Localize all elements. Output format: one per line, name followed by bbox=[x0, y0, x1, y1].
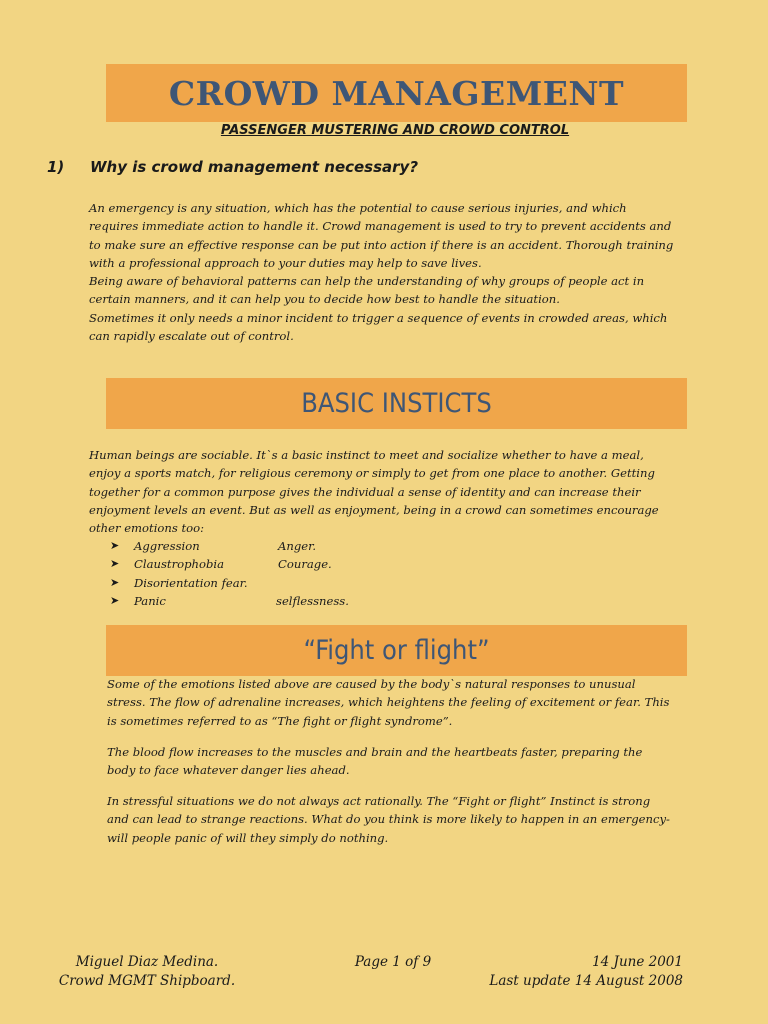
page-subtitle: PASSENGER MUSTERING AND CROWD CONTROL bbox=[220, 123, 570, 138]
text-line: The blood flow increases to the muscles and brain and the heartbeats faster, preparing the bbox=[107, 745, 643, 759]
text-line: stress. The flow of adrenaline increases, which heightens the feeling of excitement or fear. This bbox=[107, 695, 670, 710]
section-heading: “Fight or flight” bbox=[303, 635, 490, 666]
text-line: certain manners, and it can help you to decide how best to handle the situation. bbox=[89, 292, 560, 307]
arrow-bullet-icon: ➤ bbox=[110, 593, 120, 607]
page-title: CROWD MANAGEMENT bbox=[168, 73, 625, 113]
footer-date: 14 June 2001 bbox=[592, 954, 683, 970]
text-line: is sometimes referred to as “The fight or flight syndrome”. bbox=[107, 713, 453, 728]
emotion-label: selflessness. bbox=[276, 593, 349, 608]
text-line: will people panic of will they simply do nothing. bbox=[107, 830, 389, 845]
fight-paragraph-3 bbox=[107, 792, 670, 847]
question-number: 1) bbox=[47, 158, 65, 176]
arrow-bullet-icon: ➤ bbox=[110, 539, 120, 552]
text-line: An emergency is any situation, which has the potential to cause serious injuries, and which bbox=[89, 201, 627, 215]
footer-document-name: Crowd MGMT Shipboard. bbox=[58, 973, 236, 989]
emotion-label: Disorientation fear. bbox=[134, 575, 248, 590]
text-line: enjoy a sports match, for religious ceremony or simply to get from one place to another. Getting bbox=[89, 466, 655, 481]
emotion-label: Anger. bbox=[278, 539, 317, 553]
text-line: can rapidly escalate out of control. bbox=[89, 329, 294, 344]
text-line: other emotions too: bbox=[89, 521, 205, 536]
emotion-label: Aggression bbox=[134, 539, 200, 553]
text-line: and can lead to strange reactions. What do you think is more likely to happen in an emergency- bbox=[107, 812, 670, 827]
text-line: enjoyment levels an event. But as well as enjoyment, being in a crowd can sometimes encourage bbox=[89, 502, 659, 517]
fight-paragraph-1 bbox=[107, 675, 669, 730]
emotion-label: Courage. bbox=[278, 557, 332, 572]
text-line: body to face whatever danger lies ahead. bbox=[107, 763, 350, 778]
emotion-label: Panic bbox=[134, 593, 166, 608]
basic-instincts-banner bbox=[106, 378, 687, 429]
emotion-label: Claustrophobia bbox=[134, 557, 224, 572]
text-line: together for a common purpose gives the individual a sense of identity and can increase their bbox=[89, 484, 641, 499]
title-banner bbox=[106, 64, 687, 122]
footer-last-update: Last update 14 August 2008 bbox=[489, 973, 683, 989]
basic-instincts-paragraph bbox=[89, 446, 659, 537]
footer-page-number: Page 1 of 9 bbox=[354, 954, 432, 970]
arrow-bullet-icon: ➤ bbox=[110, 557, 120, 571]
footer-author-block bbox=[53, 953, 241, 991]
text-line: Human beings are sociable. It`s a basic instinct to meet and socialize whether to have a meal, bbox=[89, 448, 644, 462]
text-line: to make sure an effective response can be put into action if there is an accident. Thorough training bbox=[89, 237, 674, 252]
text-line: Sometimes it only needs a minor incident to trigger a sequence of events in crowded areas, which bbox=[89, 310, 668, 325]
arrow-bullet-icon: ➤ bbox=[110, 575, 120, 589]
text-line: requires immediate action to handle it. Crowd management is used to try to prevent accidents and bbox=[89, 219, 672, 234]
intro-paragraph bbox=[89, 199, 673, 345]
text-line: In stressful situations we do not always act rationally. The “Fight or flight” Instinct is strong bbox=[107, 794, 651, 808]
text-line: Being aware of behavioral patterns can help the understanding of why groups of people act in bbox=[89, 274, 645, 289]
question-heading: Why is crowd management necessary? bbox=[90, 158, 419, 176]
fight-paragraph-2 bbox=[107, 743, 642, 780]
text-line: with a professional approach to your duties may help to save lives. bbox=[89, 255, 482, 270]
fight-or-flight-banner bbox=[106, 625, 687, 676]
text-line: Some of the emotions listed above are caused by the body`s natural responses to unusual bbox=[107, 677, 636, 691]
footer-dates-block bbox=[470, 953, 683, 991]
footer-author: Miguel Diaz Medina. bbox=[75, 954, 219, 970]
section-heading: BASIC INSTICTS bbox=[301, 388, 492, 419]
